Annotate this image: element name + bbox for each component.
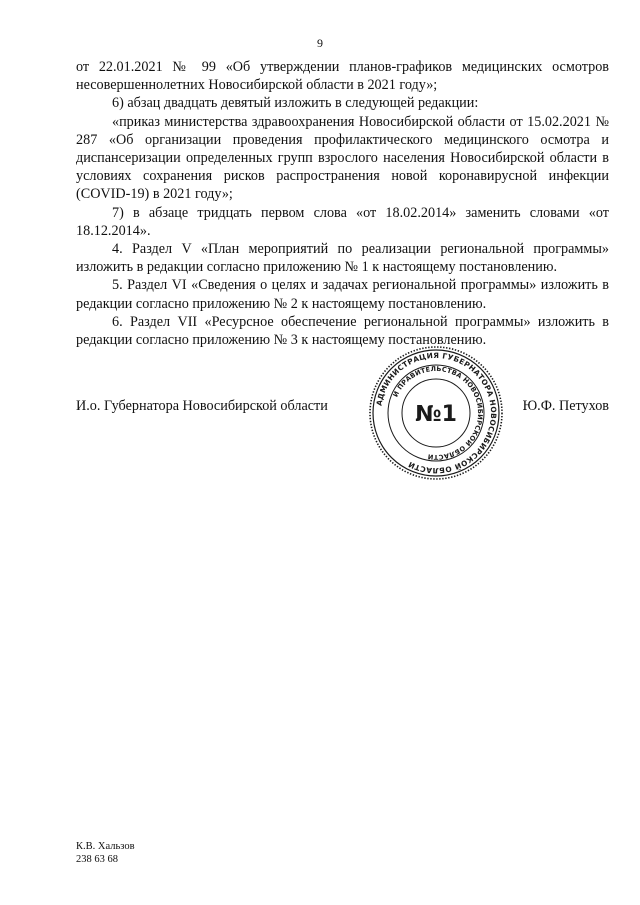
paragraph-7: 6. Раздел VII «Ресурсное обеспечение региональной программы» изложить в редакции согласно приложению № 3 к настоящему постановлению. xyxy=(76,313,609,349)
paragraph-4: 7) в абзаце тридцать первом слова «от 18.02.2014» заменить словами «от 18.12.2014». xyxy=(76,204,609,239)
signatory-name: Ю.Ф. Петухов xyxy=(522,398,609,414)
page-number: 9 xyxy=(317,36,323,50)
paragraph-2: 6) абзац двадцать девятый изложить в следующей редакции: xyxy=(112,95,479,112)
signatory-position: И.о. Губернатора Новосибирской области xyxy=(76,398,328,414)
seal-outer-text: АДМИНИСТРАЦИЯ ГУБЕРНАТОРА НОВОСИБИРСКОЙ ОБЛАСТИ xyxy=(374,350,499,476)
document-footer xyxy=(76,840,135,866)
paragraph-1: от 22.01.2021 № 99 «Об утверждении планов-графиков медицинских осмотров несовершеннолетних Новосибирской области в 2021 году»; xyxy=(76,59,609,94)
seal-inner-text: И ПРАВИТЕЛЬСТВА НОВОСИБИРСКОЙ ОБЛАСТИ xyxy=(391,364,485,462)
document-body xyxy=(76,58,609,349)
official-seal xyxy=(368,345,504,481)
author-name: К.В. Хальзов xyxy=(76,841,135,852)
paragraph-3: «приказ министерства здравоохранения Новосибирской области от 15.02.2021 № 287 «Об организации проведения профилактического медицинского осмотра и диспансеризации определенных групп взрослого населения Новосибирской области в условиях сохранения рисков распространения новой коронавирусной инфекции (COVID-19) в 2021 году»; xyxy=(76,113,609,203)
seal-center-text: №1 xyxy=(415,402,457,427)
paragraph-6: 5. Раздел VI «Сведения о целях и задачах региональной программы» изложить в редакции согласно приложению № 2 к настоящему постановлению. xyxy=(76,277,609,312)
paragraph-5: 4. Раздел V «План мероприятий по реализации региональной программы» изложить в редакции согласно приложению № 1 к настоящему постановлению. xyxy=(76,241,609,276)
author-phone: 238 63 68 xyxy=(76,854,118,865)
